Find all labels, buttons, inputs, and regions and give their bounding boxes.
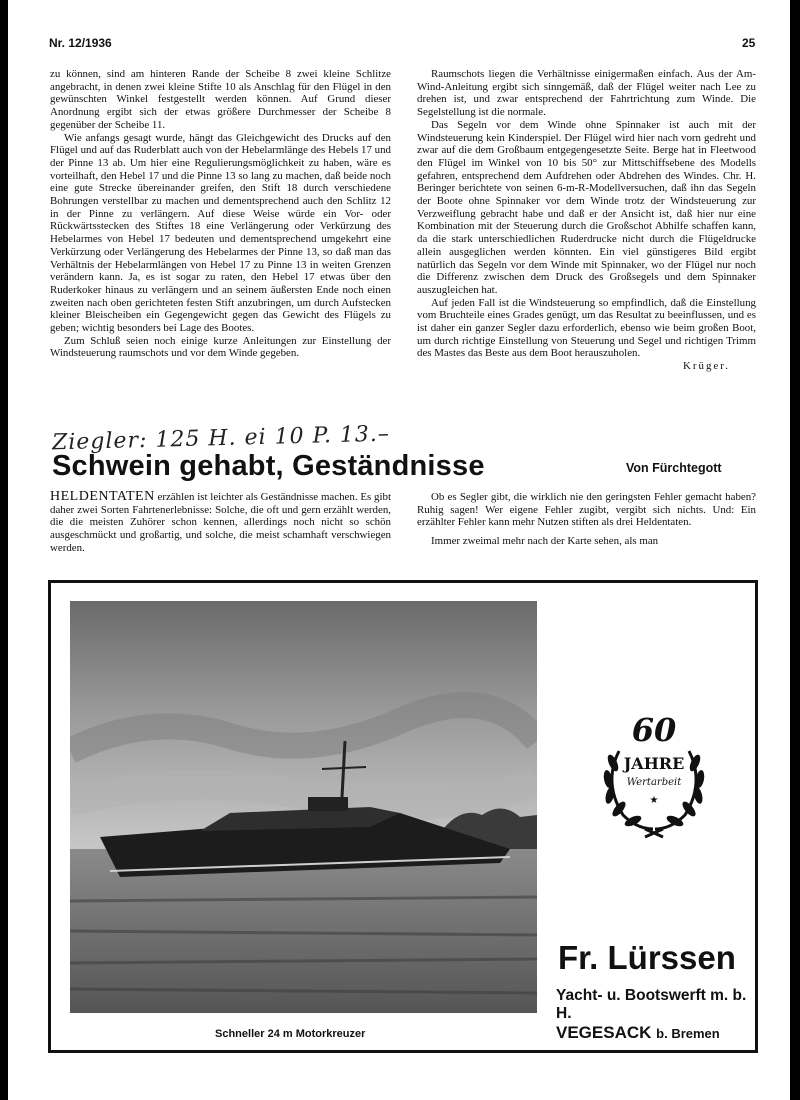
lead-caps: HELDENTATEN [50,489,155,504]
article-bottom-left-column [50,491,391,555]
article-author: Von Fürchtegott [626,461,722,475]
article-bottom-right-column [417,491,756,548]
paragraph: Auf jeden Fall ist die Windsteuerung so empfindlich, daß die Einstellung vom Bruchteile eines Grades genügt, um das Resultat zu beeinflussen, und es ist daher ein ganzer Segler dazu erforderlich, ebenso wie beim großen Boot, um durch richtige Einstellung von Steuerung und Segel und richtigen Trimm des Mastes das Beste aus dem Boot herauszuholen. [417,296,756,360]
city-suffix: b. Bremen [656,1026,720,1041]
company-subtitle: Yacht- u. Bootswerft m. b. H. [556,987,747,1022]
article-signature: Krüger. [683,360,730,373]
page-number: 25 [742,36,756,50]
seal-number: 60 [631,711,677,749]
paragraph: Zum Schluß seien noch einige kurze Anleitungen zur Einstellung der Windsteuerung raumschots und vor dem Winde gegeben. [50,334,391,360]
company-name: Fr. Lürssen [558,939,736,976]
seal-word: JAHRE [623,754,685,773]
star-icon: ★ [649,795,659,806]
lead-paragraph [50,491,391,555]
advertisement [48,580,758,1053]
photo-caption: Schneller 24 m Motorkreuzer [215,1028,366,1040]
seal-tagline: Wertarbeit [626,777,682,788]
anniversary-laurel-icon [589,711,719,841]
company-location [556,1023,720,1043]
right-border-bar [790,0,800,1100]
paragraph: Raumschots liegen die Verhältnisse einigermaßen einfach. Aus der Am-Wind-Anleitung ergibt sich sinngemäß, daß der Flügel weiter nach Lee zu drehen ist, und zwar entsprechend der Fahrtrichtung zum Winde. Die Segelstellung ist die normale. [417,68,756,119]
left-border-bar [0,0,8,1100]
motor-cruiser-photo [70,601,537,1013]
handwritten-note: Ziegler: 125 H. ei 10 P. 13.– [51,421,391,456]
paragraph: Immer zweimal mehr nach der Karte sehen, als man [431,535,659,548]
city-name: VEGESACK [556,1023,652,1042]
lead-text: erzählen ist leichter als Geständnisse machen. Es gibt daher zwei Sorten Fahrtenerlebnisse: Solche, die oft und gern erzählt werden, die die meisten Zuhörer schon kennen, allerdings noch nicht so schön ausgeschmückt und großartig, und solche, die meist schamhaft verschwiegen werden. [50,491,391,554]
article-title: Schwein gehabt, Geständnisse [52,450,485,482]
article-top-left-column [50,68,391,360]
article-top-right-column [417,68,756,373]
issue-number: Nr. 12/1936 [49,36,112,50]
photo-illustration [70,601,537,1013]
paragraph: Ob es Segler gibt, die wirklich nie den geringsten Fehler gemacht haben? Ruhig sagen! Wer eigene Fehler zugibt, vergibt sich nichts. Und: Ein erzählter Fehler kann mehr Nutzen stiften als drei Heldentaten. [417,491,756,529]
paragraph: zu können, sind am hinteren Rande der Scheibe 8 zwei kleine Schlitze angebracht, in denen zwei kleine Stifte 10 als Anschlag für den Flügel in den gewünschten Winkel festgestellt werden können. Auf Grund dieser Anordnung ergibt sich der etwas größere Durchmesser der Scheibe 8 gegenüber der Scheibe 11. [50,68,391,131]
paragraph: Das Segeln vor dem Winde ohne Spinnaker ist auch mit der Windsteuerung kein Kinderspiel. Der Flügel wird hier nach vorn gedreht und zwar auf die dem Großbaum entgegengesetzte Seite. Berge hat in Fleetwood den Flügel im Winkel von 10 bis 50° zur Mittschiffsebene des Modells gefahren, entsprechend dem Aufdrehen oder Abdrehen des Windes. Chr. H. Beringer berichtete von seinen 6-m-R-Modellversuchen, daß ihn das Segeln der Boote ohne Spinnaker vor dem Winde trotz der Windsteuerung zur Verzweiflung gebracht habe und daß er der Ansicht ist, daß hier nur eine Kombination mit der Steuerung durch die Großschot Abhilfe schaffen kann, da die stark unterschiedlichen Ruderdrucke nicht durch die Flügeldrucke allein ausgeglichen werden könnten. Ein viel günstigeres Bild ergibt natürlich das Segeln vor dem Winde mit Spinnaker, wo der Flügel nur noch die Differenz zwischen dem Druck des Großsegels und dem Spinnaker auszugleichen hat. [417,118,756,296]
paragraph: Wie anfangs gesagt wurde, hängt das Gleichgewicht des Drucks auf den Flügel und auf das Ruderblatt auch von der Hebelarmlänge des Hebels 17 und der Pinne 13 ab. Um hier eine Regulierungsmöglichkeit zu haben, wäre es vorteilhaft, den Hebel 17 und die Pinne 13 so lang zu machen, daß beide noch eine gute Strecke übereinander greifen, den Stift 18 durch verschiedene Bohrungen verstellbar zu machen und dementsprechend auch den Schlitz 12 in der Pinne zu verlängern. Auf diese Weise würde ein Vor- oder Rückwärtsstecken des Stiftes 18 eine Verlängerung oder Verkürzung des Hebelarmes von Hebel 17 bedeuten und dementsprechend umgekehrt eine Verkürzung oder Verlängerung des Hebelarmes der Pinne 13, so daß man das Verhältnis der Hebelarmlängen von Hebel 17 zu Pinne 13 in weiten Grenzen verändern kann. Ja, es ist sogar zu raten, den Hebel 17 etwas über den Ruderkoker hinaus zu verlängern und an seinem äußersten Ende noch einen zweiten nach oben gerichteten festen Stift anzubringen, um durch Aufstecken kleiner Bleischeiben ein Gegengewicht gegen das Gewicht des Flügels zu geben; wichtig besonders bei Lage des Bootes. [50,131,391,335]
